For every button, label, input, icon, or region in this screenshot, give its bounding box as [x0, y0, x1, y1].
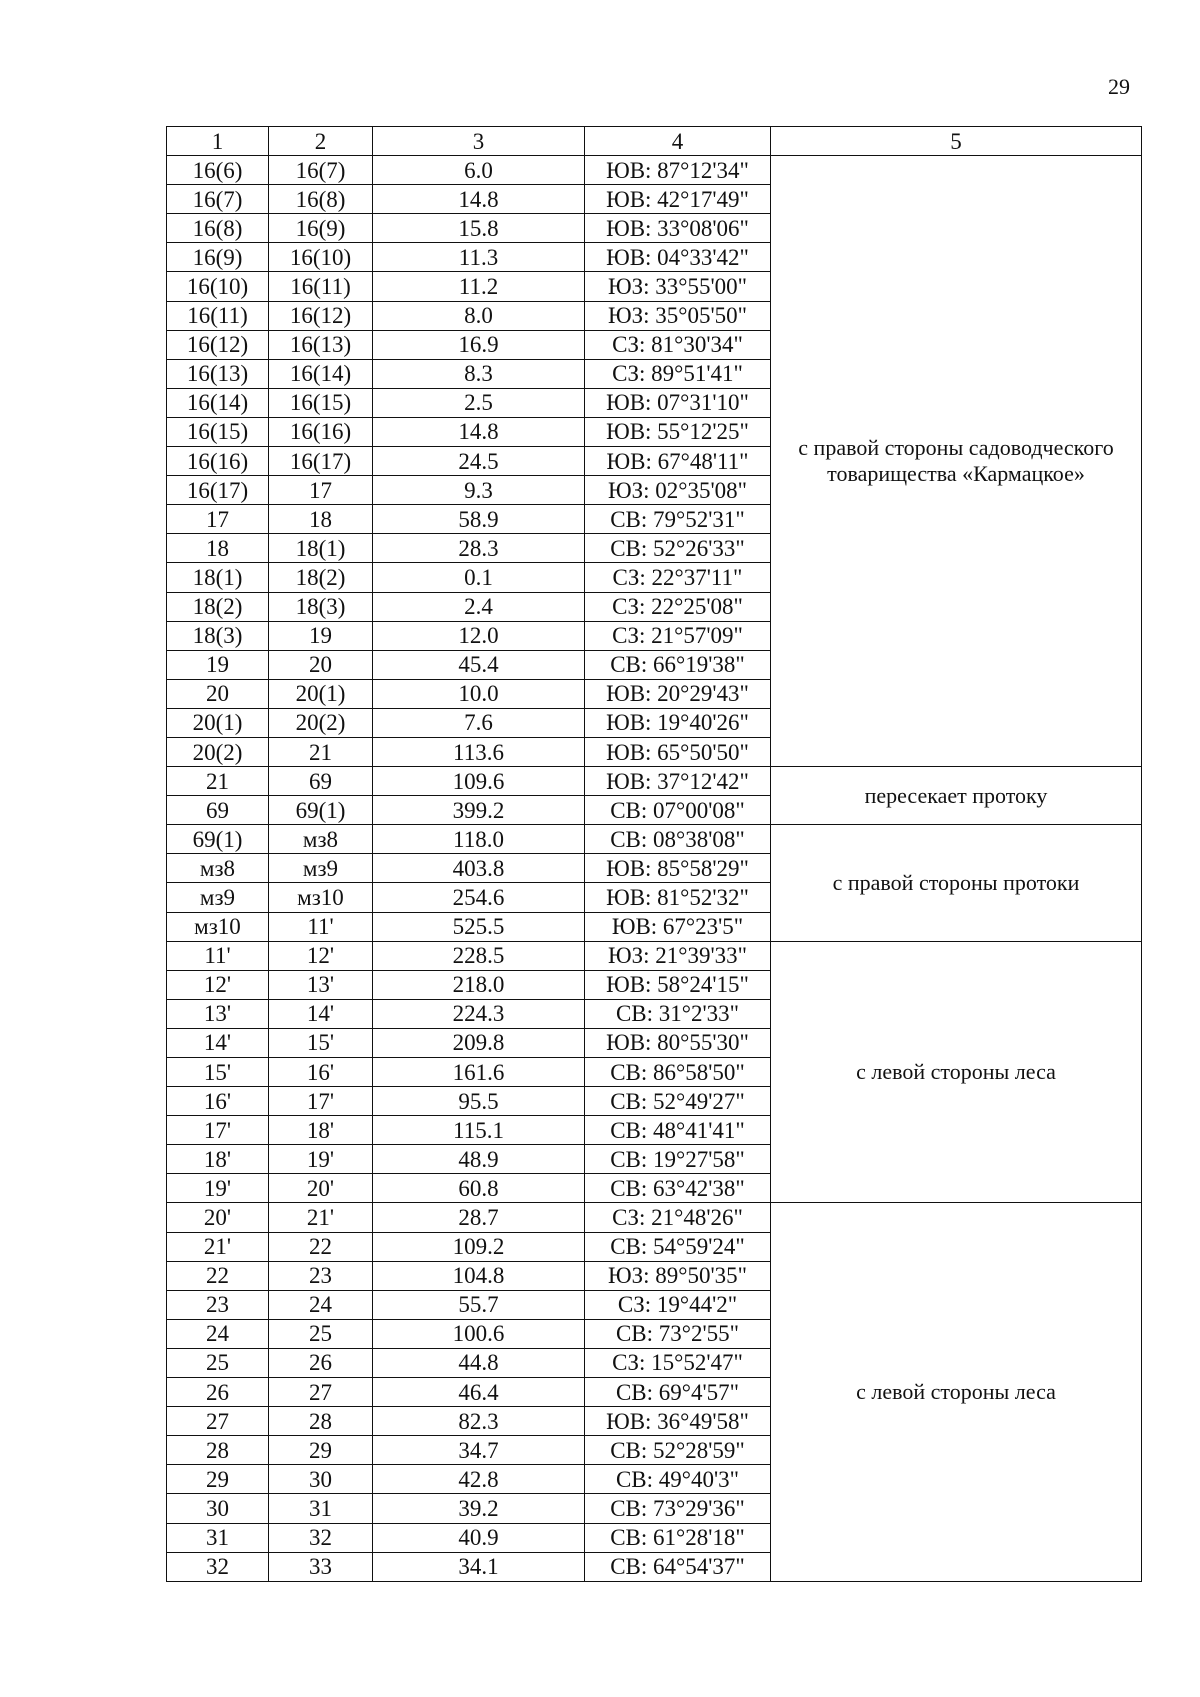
- bearing-cell: СЗ: 22°25'08": [585, 592, 771, 621]
- bearing-cell: СЗ: 22°37'11": [585, 563, 771, 592]
- to-point-cell: 27: [269, 1378, 373, 1407]
- to-point-cell: 23: [269, 1261, 373, 1290]
- bearing-cell: ЮВ: 55°12'25": [585, 417, 771, 446]
- boundary-description-cell: с правой стороны протоки: [771, 825, 1142, 941]
- bearing-cell: СВ: 63°42'38": [585, 1174, 771, 1203]
- to-point-cell: 14': [269, 999, 373, 1028]
- to-point-cell: 18: [269, 505, 373, 534]
- length-cell: 161.6: [373, 1058, 585, 1087]
- to-point-cell: 12': [269, 941, 373, 970]
- bearing-cell: СЗ: 21°48'26": [585, 1203, 771, 1232]
- length-cell: 11.2: [373, 272, 585, 301]
- bearing-cell: ЮЗ: 35°05'50": [585, 301, 771, 330]
- bearing-cell: ЮВ: 36°49'58": [585, 1407, 771, 1436]
- length-cell: 40.9: [373, 1523, 585, 1552]
- length-cell: 228.5: [373, 941, 585, 970]
- header-cell: 1: [167, 127, 269, 156]
- bearing-cell: ЮВ: 81°52'32": [585, 883, 771, 912]
- length-cell: 100.6: [373, 1319, 585, 1348]
- length-cell: 403.8: [373, 854, 585, 883]
- to-point-cell: 33: [269, 1552, 373, 1581]
- header-row: [167, 127, 1142, 156]
- to-point-cell: 29: [269, 1436, 373, 1465]
- bearing-cell: СВ: 69°4'57": [585, 1378, 771, 1407]
- from-point-cell: 31: [167, 1523, 269, 1552]
- bearing-cell: СВ: 73°29'36": [585, 1494, 771, 1523]
- length-cell: 82.3: [373, 1407, 585, 1436]
- table-row: [167, 1203, 1142, 1232]
- bearing-cell: СВ: 64°54'37": [585, 1552, 771, 1581]
- length-cell: 118.0: [373, 825, 585, 854]
- length-cell: 218.0: [373, 970, 585, 999]
- to-point-cell: 16(16): [269, 417, 373, 446]
- bearing-cell: СВ: 54°59'24": [585, 1232, 771, 1261]
- to-point-cell: 22: [269, 1232, 373, 1261]
- from-point-cell: 11': [167, 941, 269, 970]
- length-cell: 34.7: [373, 1436, 585, 1465]
- length-cell: 60.8: [373, 1174, 585, 1203]
- length-cell: 224.3: [373, 999, 585, 1028]
- to-point-cell: 20: [269, 650, 373, 679]
- header-cell: 5: [771, 127, 1142, 156]
- from-point-cell: 16(6): [167, 156, 269, 185]
- to-point-cell: 16(10): [269, 243, 373, 272]
- bearing-cell: ЮВ: 04°33'42": [585, 243, 771, 272]
- boundary-description-cell: с левой стороны леса: [771, 941, 1142, 1203]
- bearing-cell: ЮВ: 67°23'5": [585, 912, 771, 941]
- from-point-cell: 18: [167, 534, 269, 563]
- length-cell: 28.7: [373, 1203, 585, 1232]
- from-point-cell: 16(14): [167, 388, 269, 417]
- to-point-cell: мз8: [269, 825, 373, 854]
- length-cell: 209.8: [373, 1028, 585, 1057]
- table-row: [167, 825, 1142, 854]
- length-cell: 14.8: [373, 185, 585, 214]
- length-cell: 8.3: [373, 359, 585, 388]
- bearing-cell: СЗ: 81°30'34": [585, 330, 771, 359]
- table-row: [167, 156, 1142, 185]
- length-cell: 6.0: [373, 156, 585, 185]
- to-point-cell: 30: [269, 1465, 373, 1494]
- from-point-cell: 21': [167, 1232, 269, 1261]
- length-cell: 525.5: [373, 912, 585, 941]
- bearing-cell: ЮВ: 19°40'26": [585, 708, 771, 737]
- to-point-cell: 16(12): [269, 301, 373, 330]
- to-point-cell: 16(9): [269, 214, 373, 243]
- length-cell: 12.0: [373, 621, 585, 650]
- from-point-cell: 69(1): [167, 825, 269, 854]
- from-point-cell: 25: [167, 1348, 269, 1377]
- length-cell: 16.9: [373, 330, 585, 359]
- bearing-cell: ЮВ: 58°24'15": [585, 970, 771, 999]
- length-cell: 34.1: [373, 1552, 585, 1581]
- from-point-cell: 20(1): [167, 708, 269, 737]
- from-point-cell: 16(17): [167, 476, 269, 505]
- bearing-cell: СЗ: 15°52'47": [585, 1348, 771, 1377]
- to-point-cell: 18(3): [269, 592, 373, 621]
- from-point-cell: 18(2): [167, 592, 269, 621]
- length-cell: 0.1: [373, 563, 585, 592]
- to-point-cell: 32: [269, 1523, 373, 1552]
- to-point-cell: 28: [269, 1407, 373, 1436]
- to-point-cell: 20(2): [269, 708, 373, 737]
- bearing-cell: СВ: 52°28'59": [585, 1436, 771, 1465]
- bearing-cell: СВ: 07°00'08": [585, 796, 771, 825]
- to-point-cell: 17': [269, 1087, 373, 1116]
- from-point-cell: 16(9): [167, 243, 269, 272]
- bearing-cell: СВ: 31°2'33": [585, 999, 771, 1028]
- from-point-cell: 17': [167, 1116, 269, 1145]
- length-cell: 28.3: [373, 534, 585, 563]
- to-point-cell: 16(11): [269, 272, 373, 301]
- to-point-cell: 19': [269, 1145, 373, 1174]
- header-cell: 4: [585, 127, 771, 156]
- to-point-cell: 20(1): [269, 679, 373, 708]
- length-cell: 10.0: [373, 679, 585, 708]
- from-point-cell: 14': [167, 1028, 269, 1057]
- from-point-cell: 13': [167, 999, 269, 1028]
- to-point-cell: мз9: [269, 854, 373, 883]
- bearing-cell: ЮВ: 80°55'30": [585, 1028, 771, 1057]
- from-point-cell: 16(13): [167, 359, 269, 388]
- bearing-cell: ЮВ: 87°12'34": [585, 156, 771, 185]
- from-point-cell: 16(12): [167, 330, 269, 359]
- bearing-cell: ЮВ: 07°31'10": [585, 388, 771, 417]
- length-cell: 15.8: [373, 214, 585, 243]
- bearing-cell: СВ: 08°38'08": [585, 825, 771, 854]
- length-cell: 44.8: [373, 1348, 585, 1377]
- bearing-cell: ЮВ: 42°17'49": [585, 185, 771, 214]
- from-point-cell: 17: [167, 505, 269, 534]
- length-cell: 2.5: [373, 388, 585, 417]
- from-point-cell: 28: [167, 1436, 269, 1465]
- length-cell: 104.8: [373, 1261, 585, 1290]
- length-cell: 7.6: [373, 708, 585, 737]
- from-point-cell: 26: [167, 1378, 269, 1407]
- table-row: [167, 941, 1142, 970]
- bearing-cell: ЮВ: 33°08'06": [585, 214, 771, 243]
- length-cell: 46.4: [373, 1378, 585, 1407]
- to-point-cell: мз10: [269, 883, 373, 912]
- to-point-cell: 16(17): [269, 447, 373, 476]
- from-point-cell: 21: [167, 767, 269, 796]
- to-point-cell: 69(1): [269, 796, 373, 825]
- length-cell: 9.3: [373, 476, 585, 505]
- from-point-cell: 27: [167, 1407, 269, 1436]
- from-point-cell: 16(11): [167, 301, 269, 330]
- to-point-cell: 16(14): [269, 359, 373, 388]
- to-point-cell: 69: [269, 767, 373, 796]
- length-cell: 95.5: [373, 1087, 585, 1116]
- bearing-cell: СВ: 48°41'41": [585, 1116, 771, 1145]
- to-point-cell: 31: [269, 1494, 373, 1523]
- bearing-cell: СВ: 52°26'33": [585, 534, 771, 563]
- to-point-cell: 15': [269, 1028, 373, 1057]
- bearing-cell: ЮВ: 67°48'11": [585, 447, 771, 476]
- bearing-cell: ЮВ: 85°58'29": [585, 854, 771, 883]
- bearing-cell: СВ: 73°2'55": [585, 1319, 771, 1348]
- length-cell: 48.9: [373, 1145, 585, 1174]
- length-cell: 42.8: [373, 1465, 585, 1494]
- from-point-cell: 29: [167, 1465, 269, 1494]
- length-cell: 109.6: [373, 767, 585, 796]
- from-point-cell: мз9: [167, 883, 269, 912]
- from-point-cell: 16(8): [167, 214, 269, 243]
- bearing-cell: ЮЗ: 21°39'33": [585, 941, 771, 970]
- to-point-cell: 16(7): [269, 156, 373, 185]
- length-cell: 109.2: [373, 1232, 585, 1261]
- from-point-cell: 20(2): [167, 737, 269, 766]
- to-point-cell: 16(15): [269, 388, 373, 417]
- from-point-cell: мз10: [167, 912, 269, 941]
- to-point-cell: 19: [269, 621, 373, 650]
- length-cell: 14.8: [373, 417, 585, 446]
- from-point-cell: 16(10): [167, 272, 269, 301]
- length-cell: 45.4: [373, 650, 585, 679]
- to-point-cell: 18(2): [269, 563, 373, 592]
- to-point-cell: 25: [269, 1319, 373, 1348]
- from-point-cell: 22: [167, 1261, 269, 1290]
- from-point-cell: 23: [167, 1290, 269, 1319]
- from-point-cell: 15': [167, 1058, 269, 1087]
- from-point-cell: 20: [167, 679, 269, 708]
- length-cell: 115.1: [373, 1116, 585, 1145]
- to-point-cell: 16(8): [269, 185, 373, 214]
- boundary-description-cell: с правой стороны садоводческого товарищества «Кармацкое»: [771, 156, 1142, 767]
- boundary-table: [166, 126, 1142, 1582]
- bearing-cell: ЮЗ: 89°50'35": [585, 1261, 771, 1290]
- bearing-cell: СЗ: 89°51'41": [585, 359, 771, 388]
- table-row: [167, 767, 1142, 796]
- bearing-cell: СВ: 49°40'3": [585, 1465, 771, 1494]
- from-point-cell: 32: [167, 1552, 269, 1581]
- to-point-cell: 21: [269, 737, 373, 766]
- length-cell: 399.2: [373, 796, 585, 825]
- length-cell: 55.7: [373, 1290, 585, 1319]
- length-cell: 113.6: [373, 737, 585, 766]
- from-point-cell: 16(16): [167, 447, 269, 476]
- bearing-cell: ЮВ: 20°29'43": [585, 679, 771, 708]
- bearing-cell: ЮВ: 37°12'42": [585, 767, 771, 796]
- bearing-cell: ЮЗ: 33°55'00": [585, 272, 771, 301]
- to-point-cell: 24: [269, 1290, 373, 1319]
- to-point-cell: 11': [269, 912, 373, 941]
- bearing-cell: СВ: 52°49'27": [585, 1087, 771, 1116]
- length-cell: 39.2: [373, 1494, 585, 1523]
- boundary-description-cell: с левой стороны леса: [771, 1203, 1142, 1581]
- from-point-cell: 18': [167, 1145, 269, 1174]
- page-number: 29: [1108, 74, 1130, 99]
- length-cell: 254.6: [373, 883, 585, 912]
- bearing-cell: СВ: 61°28'18": [585, 1523, 771, 1552]
- from-point-cell: 18(1): [167, 563, 269, 592]
- to-point-cell: 21': [269, 1203, 373, 1232]
- from-point-cell: 12': [167, 970, 269, 999]
- length-cell: 2.4: [373, 592, 585, 621]
- to-point-cell: 20': [269, 1174, 373, 1203]
- from-point-cell: 20': [167, 1203, 269, 1232]
- from-point-cell: 30: [167, 1494, 269, 1523]
- bearing-cell: СВ: 19°27'58": [585, 1145, 771, 1174]
- bearing-cell: СЗ: 21°57'09": [585, 621, 771, 650]
- from-point-cell: 16(7): [167, 185, 269, 214]
- to-point-cell: 17: [269, 476, 373, 505]
- bearing-cell: СВ: 66°19'38": [585, 650, 771, 679]
- to-point-cell: 16(13): [269, 330, 373, 359]
- to-point-cell: 13': [269, 970, 373, 999]
- from-point-cell: 16(15): [167, 417, 269, 446]
- from-point-cell: 24: [167, 1319, 269, 1348]
- from-point-cell: 19: [167, 650, 269, 679]
- from-point-cell: 16': [167, 1087, 269, 1116]
- to-point-cell: 16': [269, 1058, 373, 1087]
- table-body: [167, 156, 1142, 1582]
- to-point-cell: 18': [269, 1116, 373, 1145]
- from-point-cell: 69: [167, 796, 269, 825]
- bearing-cell: ЮВ: 65°50'50": [585, 737, 771, 766]
- header-cell: 3: [373, 127, 585, 156]
- boundary-description-cell: пересекает протоку: [771, 767, 1142, 825]
- length-cell: 11.3: [373, 243, 585, 272]
- to-point-cell: 26: [269, 1348, 373, 1377]
- length-cell: 58.9: [373, 505, 585, 534]
- bearing-cell: СВ: 79°52'31": [585, 505, 771, 534]
- length-cell: 8.0: [373, 301, 585, 330]
- from-point-cell: 19': [167, 1174, 269, 1203]
- bearing-cell: ЮЗ: 02°35'08": [585, 476, 771, 505]
- from-point-cell: 18(3): [167, 621, 269, 650]
- bearing-cell: СЗ: 19°44'2": [585, 1290, 771, 1319]
- length-cell: 24.5: [373, 447, 585, 476]
- bearing-cell: СВ: 86°58'50": [585, 1058, 771, 1087]
- header-cell: 2: [269, 127, 373, 156]
- to-point-cell: 18(1): [269, 534, 373, 563]
- from-point-cell: мз8: [167, 854, 269, 883]
